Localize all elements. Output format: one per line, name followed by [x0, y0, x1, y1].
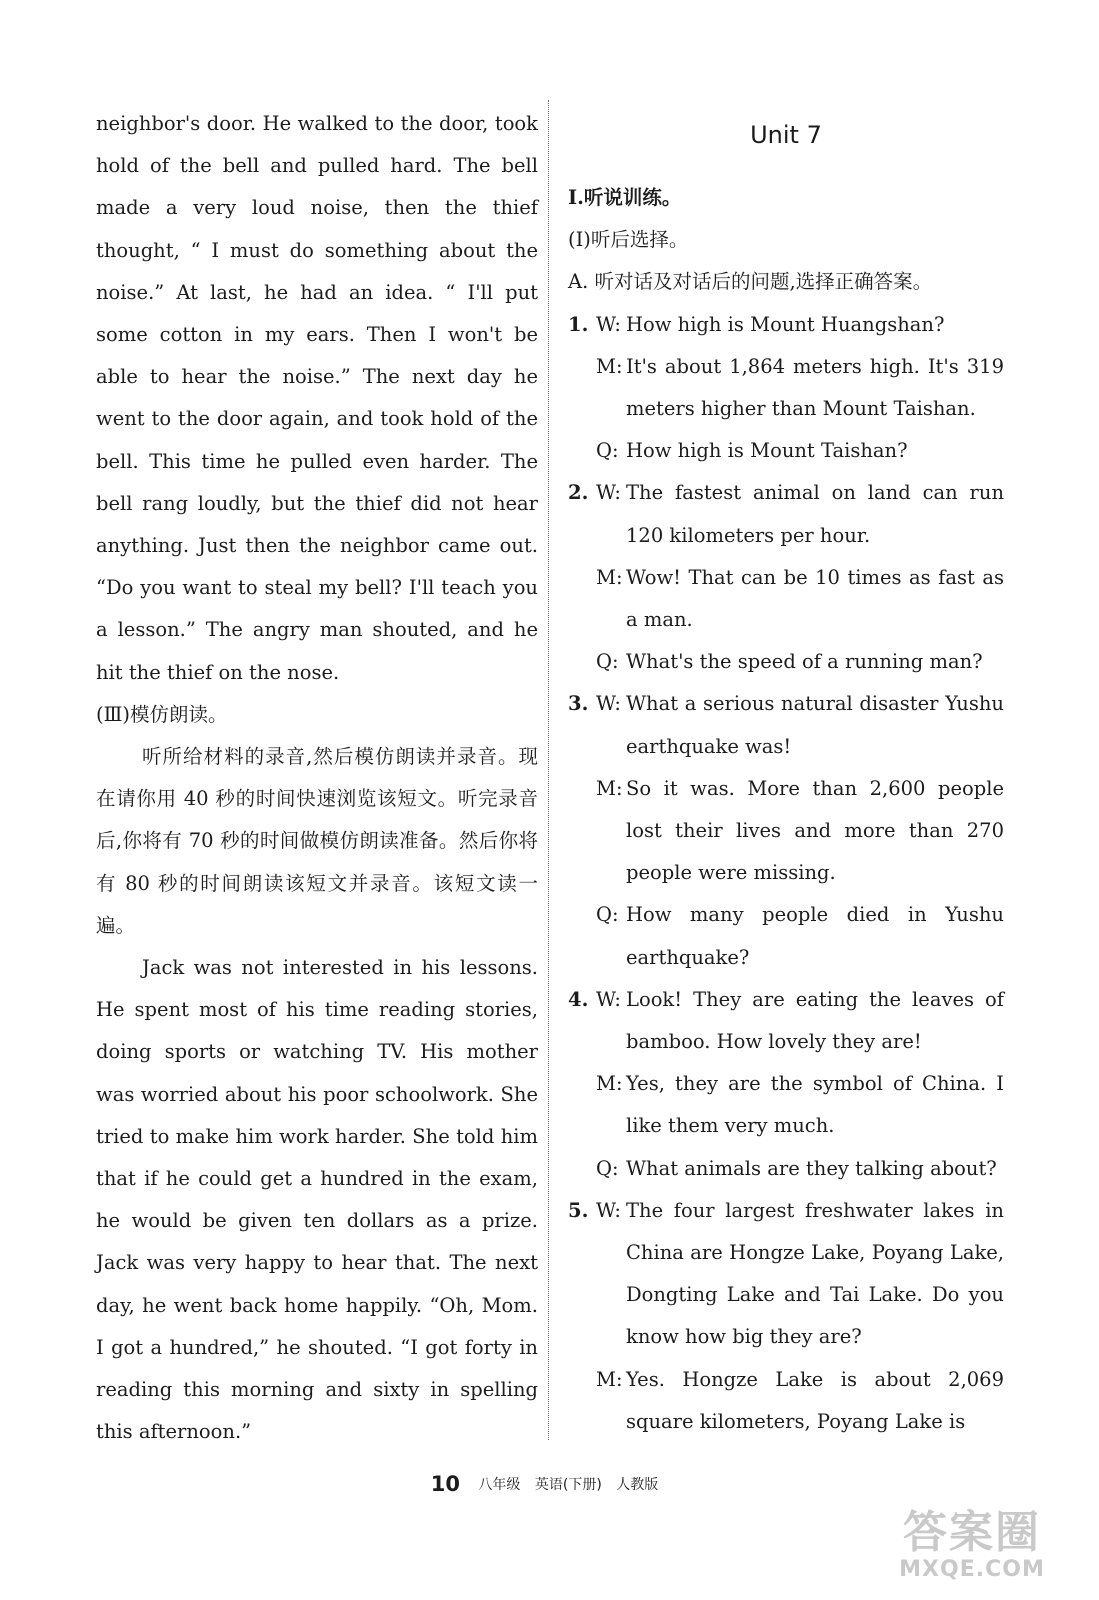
dialogue-text: How high is Mount Huangshan? — [626, 312, 945, 336]
dialogue-line — [596, 1359, 1004, 1443]
speaker-label: W: — [596, 1198, 621, 1222]
page-number: 10 — [430, 1472, 460, 1496]
dialogue-line — [596, 768, 1004, 895]
question-number: 3. — [568, 692, 589, 716]
speaker-label: W: — [596, 481, 621, 505]
speaker-label: M: — [596, 1367, 623, 1391]
dialogue-line — [596, 894, 1004, 978]
reading-instructions: 听所给材料的录音,然后模仿朗读并录音。现在请你用 40 秒的时间快速浏览该短文。听完录音后,你将有 70 秒的时间做模仿朗读准备。然后你将有 80 秒的时间朗读该短文并录音。该短文读一遍。 — [96, 745, 538, 937]
column-divider — [548, 100, 549, 1440]
dialogue-text: How many people died in Yushu earthquake? — [626, 903, 1004, 969]
dialogue-line — [596, 430, 1004, 472]
dialogue-line — [568, 472, 1004, 556]
speaker-label: Q: — [596, 1156, 619, 1180]
dialogue-line — [568, 979, 1004, 1063]
watermark-url: MXQE.COM — [899, 1557, 1045, 1582]
footer-grade: 八年级 — [478, 1477, 521, 1493]
question-number: 4. — [568, 987, 589, 1011]
dialogue-line — [596, 1063, 1004, 1147]
dialogue-list — [568, 304, 1004, 1443]
right-column — [568, 103, 1004, 1443]
speaker-label: W: — [596, 312, 621, 336]
dialogue-text: What's the speed of a running man? — [626, 650, 983, 674]
dialogue-text: It's about 1,864 meters high. It's 319 meters higher than Mount Taishan. — [626, 354, 1004, 421]
story-paragraph-thief: neighbor's door. He walked to the door, took hold of the bell and pulled hard. The bell made a very loud noise, then the thief thought, “ I must do something about the noise.” At last, he had an idea. “ I'll put some cotton in my ears. Then I won't be able to hear the noise.” The next day he went to the door again, and took hold of the bell. This time he pulled even harder. The bell rang loudly, but the thief did not hear anything. Just then the neighbor came out. “Do you want to steal my bell? I'll teach you a lesson.” The angry man shouted, and he hit the thief on the nose. — [96, 112, 538, 684]
speaker-label: M: — [596, 354, 623, 378]
section-heading-imitate-reading: (Ⅲ)模仿朗读。 — [96, 702, 228, 726]
sub-heading-listen-choose: (Ⅰ)听后选择。 — [568, 228, 689, 252]
dialogue-line — [596, 1148, 1004, 1190]
dialogue-text: What a serious natural disaster Yushu earthquake was! — [626, 692, 1004, 758]
dialogue-text: What animals are they talking about? — [626, 1156, 997, 1180]
speaker-label: W: — [596, 987, 621, 1011]
dialogue-line — [596, 641, 1004, 683]
footer-edition: 人教版 — [616, 1477, 659, 1493]
watermark-logo — [867, 1508, 1077, 1588]
speaker-label: Q: — [596, 650, 619, 674]
speaker-label: W: — [596, 692, 621, 716]
speaker-label: Q: — [596, 439, 619, 463]
left-column — [96, 103, 538, 1454]
section-heading-listening: Ⅰ.听说训练。 — [568, 186, 682, 209]
dialogue-text: Wow! That can be 10 times as fast as a man. — [626, 565, 1004, 632]
speaker-label: M: — [596, 776, 623, 800]
dialogue-line — [596, 557, 1004, 641]
dialogue-text: How high is Mount Taishan? — [626, 439, 908, 463]
dialogue-line — [568, 1190, 1004, 1359]
question-number: 1. — [568, 312, 589, 336]
speaker-label: M: — [596, 565, 623, 589]
dialogue-text: Look! They are eating the leaves of bamboo. How lovely they are! — [626, 987, 1004, 1054]
speaker-label: Q: — [596, 903, 619, 927]
watermark-text: 答案圈 — [903, 1507, 1041, 1558]
unit-title: Unit 7 — [750, 121, 822, 149]
footer-subject: 英语(下册) — [534, 1477, 602, 1493]
dialogue-text: So it was. More than 2,600 people lost their lives and more than 270 people were missing. — [626, 776, 1004, 885]
question-number: 5. — [568, 1198, 589, 1222]
question-number: 2. — [568, 481, 589, 505]
dialogue-line — [568, 683, 1004, 767]
story-paragraph-jack: Jack was not interested in his lessons. He spent most of his time reading stories, doing sports or watching TV. His mother was worried about his poor schoolwork. She tried to make him work harder. She told him that if he could get a hundred in the exam, he would be given ten dollars as a prize. Jack was very happy to hear that. The next day, he went back home happily. “Oh, Mom. I got a hundred,” he shouted. “I got forty in reading this morning and sixty in spelling this afternoon.” — [96, 956, 538, 1444]
dialogue-line — [568, 304, 1004, 346]
part-a-instruction: A. 听对话及对话后的问题,选择正确答案。 — [568, 270, 933, 294]
dialogue-text: Yes. Hongze Lake is about 2,069 square kilometers, Poyang Lake is — [626, 1367, 1004, 1433]
dialogue-line — [596, 346, 1004, 430]
dialogue-text: The four largest freshwater lakes in China are Hongze Lake, Poyang Lake, Dongting Lake and Tai Lake. Do you know how big they are? — [626, 1198, 1004, 1349]
dialogue-text: Yes, they are the symbol of China. I like them very much. — [626, 1072, 1004, 1138]
dialogue-text: The fastest animal on land can run 120 kilometers per hour. — [626, 481, 1004, 547]
speaker-label: M: — [596, 1072, 623, 1096]
page-footer — [0, 1472, 1099, 1496]
